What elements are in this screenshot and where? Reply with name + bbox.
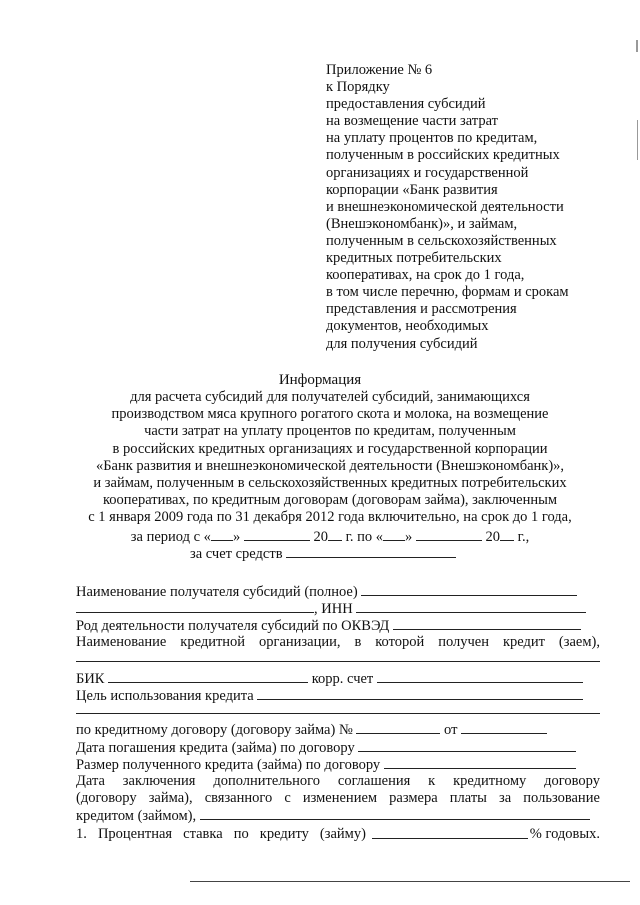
rate-word: по (233, 826, 249, 842)
period-year-prefix: 20 (485, 528, 501, 545)
rate-row (76, 826, 600, 843)
period-year-prefix: 20 (313, 528, 328, 545)
corr-account-label: корр. счет (311, 671, 374, 687)
period-line (60, 527, 600, 544)
credit-org-word: получен (438, 634, 489, 650)
contract-row (76, 721, 600, 739)
description-line: с 1 января 2009 года по 31 декабря 2012 года включительно, на срок до 1 года, (88, 509, 572, 526)
corr-account-field[interactable] (377, 670, 583, 683)
period-to-label: г. по « (345, 528, 384, 545)
appendix-line: к Порядку (326, 79, 390, 96)
appendix-line: кредитных потребительских (326, 250, 502, 267)
funds-label: за счет средств (190, 545, 283, 562)
purpose-label: Цель использования кредита (76, 688, 254, 704)
appendix-line: полученным в сельскохозяйственных (326, 232, 557, 249)
amount-field[interactable] (384, 756, 576, 769)
supplement-line-3: кредитом (займом), (76, 808, 197, 824)
supplement-word: (договору (76, 790, 137, 806)
bik-label: БИК (76, 671, 105, 687)
supplement-word: связанного (204, 790, 273, 806)
rate-word: (займу) (319, 826, 366, 842)
supplement-row-1 (76, 773, 600, 790)
rate-word: кредиту (259, 826, 309, 842)
binding-mark (637, 120, 638, 160)
purpose-row (76, 687, 600, 705)
rate-field[interactable] (372, 826, 528, 839)
supplement-word: к (428, 773, 436, 789)
recipient-name-label: Наименование получателя субсидий (полное) (76, 584, 358, 600)
okved-label: Род деятельности получателя субсидий по ОКВЭД (76, 618, 390, 634)
supplement-word: договору (544, 773, 600, 789)
period-year-suffix: г., (517, 528, 530, 545)
period-end-day-field[interactable] (383, 527, 405, 541)
description-line: в российских кредитных организациях и государственной корпорации (112, 440, 548, 457)
bottom-rule (190, 881, 630, 882)
period-start-month-field[interactable] (244, 527, 310, 541)
document-title: Информация (278, 372, 362, 388)
appendix-line: в том числе перечню, формам и срокам (326, 284, 569, 301)
rate-word: ставка (183, 826, 223, 842)
appendix-line: и внешнеэкономической деятельности (326, 198, 564, 215)
repayment-date-field[interactable] (358, 739, 576, 752)
description-line: «Банк развития и внешнеэкономической деятельности (Внешэкономбанк)», (95, 457, 565, 474)
appendix-line: для получения субсидий (326, 335, 478, 352)
contract-label: по кредитному договору (договору займа) № (76, 722, 353, 738)
contract-from-label: от (444, 722, 458, 738)
credit-org-row (76, 634, 600, 651)
appendix-line: представления и рассмотрения (326, 301, 517, 318)
description-line: и займам, полученным в сельскохозяйственных кредитных потребительских (93, 474, 567, 491)
supplement-word: изменением (302, 790, 378, 806)
credit-org-word: (заем), (558, 634, 600, 650)
description-line: кооперативах, по кредитным договорам (договорам займа), заключенным (102, 492, 558, 509)
supplement-word: размера (389, 790, 438, 806)
period-end-year-field[interactable] (500, 527, 514, 541)
purpose-field-cont[interactable] (76, 713, 600, 714)
supplement-word: заключения (122, 773, 196, 789)
supplement-word: соглашения (337, 773, 411, 789)
supplement-word: с (284, 790, 291, 806)
purpose-field[interactable] (257, 687, 583, 700)
appendix-line: кооперативах, на срок до 1 года, (326, 267, 525, 284)
description-line: для расчета субсидий для получателей субсидий, занимающихся (130, 389, 530, 405)
period-quote: » (405, 528, 413, 545)
contract-date-field[interactable] (461, 721, 547, 734)
supplement-word: пользование (523, 790, 600, 806)
supplement-word: платы (449, 790, 487, 806)
credit-org-word: в (354, 634, 362, 650)
appendix-header (326, 62, 569, 353)
okved-field[interactable] (393, 617, 581, 630)
period-start-day-field[interactable] (211, 527, 233, 541)
document-description (60, 389, 600, 561)
recipient-name-cont-field[interactable] (76, 600, 314, 613)
bik-field[interactable] (108, 670, 308, 683)
rate-word: Процентная (97, 826, 173, 842)
bik-row (76, 670, 600, 688)
period-start-year-field[interactable] (328, 527, 342, 541)
appendix-line: корпорации «Банк развития (326, 181, 498, 198)
supplement-word: Дата (76, 773, 105, 789)
credit-org-word: организации, (259, 634, 341, 650)
funds-source-field[interactable] (286, 544, 456, 558)
period-end-month-field[interactable] (416, 527, 482, 541)
inn-row (76, 600, 600, 618)
okved-row (76, 617, 600, 635)
recipient-name-field[interactable] (361, 583, 577, 596)
description-line: производством мяса крупного рогатого скота и молока, на возмещение (111, 406, 549, 423)
supplement-word: за (499, 790, 512, 806)
credit-org-field[interactable] (76, 661, 600, 662)
appendix-line: полученным в российских кредитных (326, 147, 560, 164)
supplement-date-field[interactable] (200, 807, 590, 820)
amount-label: Размер полученного кредита (займа) по договору (76, 757, 381, 773)
appendix-line: на уплату процентов по кредитам, (326, 130, 538, 147)
supplement-row-2 (76, 790, 600, 807)
appendix-line: на возмещение части затрат (326, 113, 498, 130)
inn-field[interactable] (356, 600, 586, 613)
credit-org-word: которой (375, 634, 425, 650)
period-quote: » (232, 528, 241, 545)
recipient-name-row (76, 583, 600, 601)
binding-mark (636, 40, 638, 52)
repayment-date-row (76, 739, 600, 757)
rate-word: 1. (76, 826, 87, 842)
appendix-line: Приложение № 6 (326, 62, 433, 78)
contract-number-field[interactable] (356, 721, 440, 734)
appendix-line: организациях и государственной (326, 164, 529, 181)
funds-line (60, 544, 600, 561)
appendix-line: документов, необходимых (326, 318, 489, 335)
supplement-word: займа), (148, 790, 193, 806)
supplement-word: дополнительного (213, 773, 321, 789)
period-prefix: за период с « (130, 528, 211, 545)
repayment-date-label: Дата погашения кредита (займа) по договору (76, 740, 355, 756)
description-line: части затрат на уплату процентов по кредитам, полученным (144, 423, 516, 440)
amount-row (76, 756, 600, 774)
supplement-word: кредитному (453, 773, 527, 789)
supplement-row-3 (76, 807, 600, 825)
credit-org-word: кредит (502, 634, 545, 650)
appendix-line: предоставления субсидий (326, 96, 486, 113)
rate-label (76, 826, 366, 843)
rate-suffix: % годовых. (529, 826, 600, 842)
appendix-line: (Внешэкономбанк)», и займам, (326, 215, 518, 232)
inn-label: , ИНН (314, 601, 353, 617)
credit-org-word: Наименование (76, 634, 167, 650)
credit-org-word: кредитной (180, 634, 246, 650)
